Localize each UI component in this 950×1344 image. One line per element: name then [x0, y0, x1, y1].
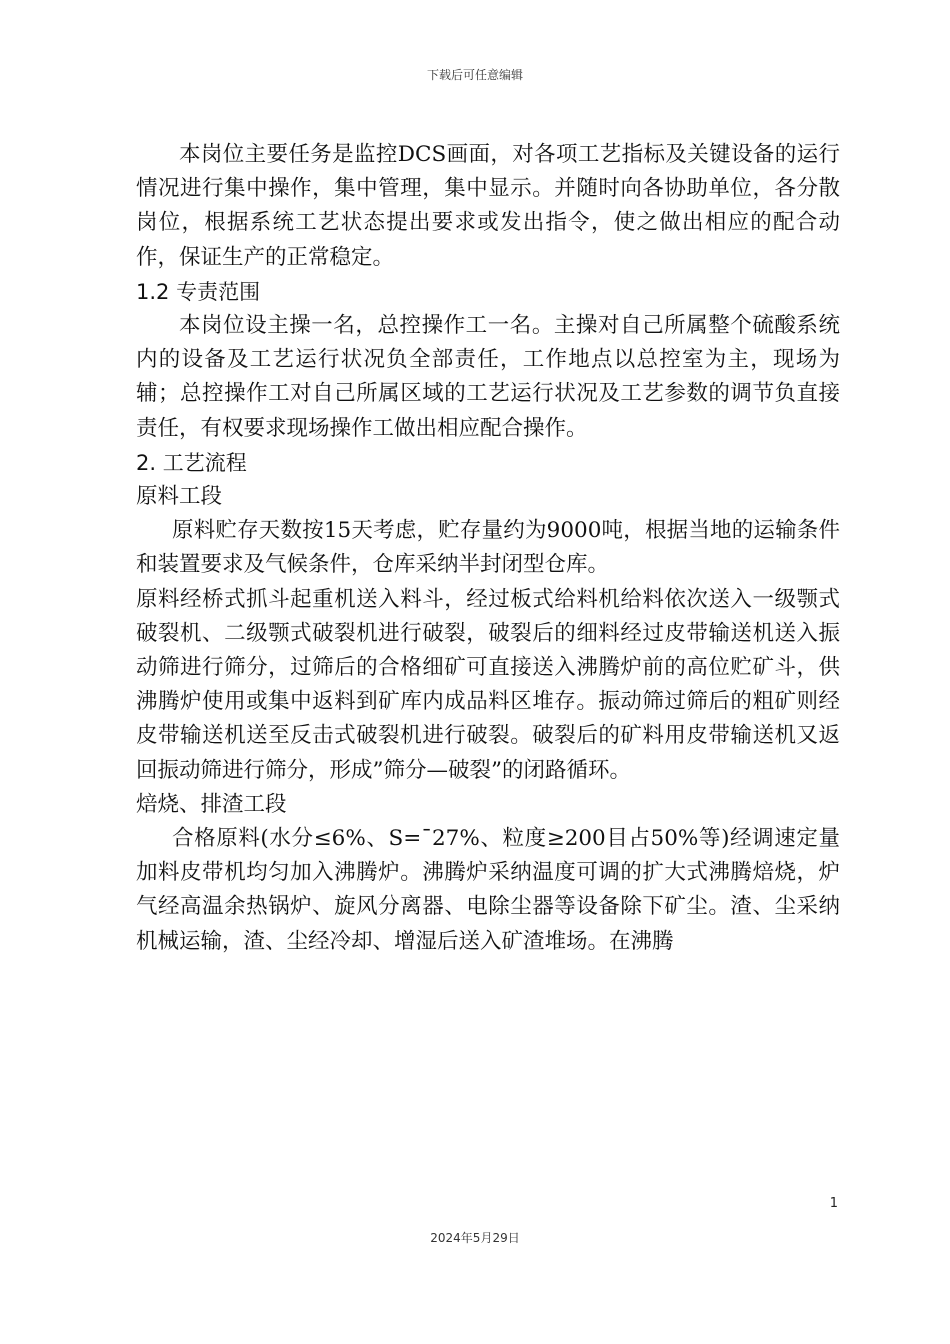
page-header: 下载后可任意编辑: [426, 68, 523, 82]
paragraph-storage: 原料贮存天数按15天考虑，贮存量约为9000吨，根据当地的运输条件和装置要求及气候条件，仓库采纳半封闭型仓库。: [136, 518, 840, 578]
subheading-raw-material: 原料工段: [136, 484, 223, 510]
document-body: [136, 138, 840, 959]
subheading-roasting: 焙烧、排渣工段: [136, 791, 287, 817]
paragraph-crushing: 原料经桥式抓斗起重机送入料斗，经过板式给料机给料依次送入一级颚式破裂机、二级颚式破裂机进行破裂，破裂后的细料经过皮带输送机送入振动筛进行筛分，过筛后的合格细矿可直接送入沸腾炉前的高位贮矿斗，供沸腾炉使用或集中返料到矿库内成品料区堆存。振动筛过筛后的粗矿则经皮带输送机送至反击式破裂机进行破裂。破裂后的矿料用皮带输送机又返回振动筛进行筛分，形成”筛分—破裂”的闭路循环。: [136, 586, 840, 783]
paragraph-scope: 本岗位设主操一名，总控操作工一名。主操对自己所属整个硫酸系统内的设备及工艺运行状况负全部责任，工作地点以总控室为主，现场为辅；总控操作工对自己所属区域的工艺运行状况及工艺参数的调节负直接责任，有权要求现场操作工做出相应配合操作。: [136, 313, 840, 441]
heading-scope: 1.2 专责范围: [136, 279, 261, 304]
paragraph-roasting: 合格原料(水分≤6%、S=¯27%、粒度≥200目占50%等)经调速定量加料皮带机均匀加入沸腾炉。沸腾炉采纳温度可调的扩大式沸腾焙烧，炉气经高温余热锅炉、旋风分离器、电除尘器等设备除下矿尘。渣、尘采纳机械运输，渣、尘经冷却、增湿后送入矿渣堆场。在沸腾: [136, 826, 840, 954]
page-footer-date: 2024年5月29日: [430, 1231, 520, 1245]
heading-process: 2. 工艺流程: [136, 450, 247, 475]
page-number: 1: [829, 1196, 838, 1211]
paragraph-task: 本岗位主要任务是监控DCS画面，对各项工艺指标及关键设备的运行情况进行集中操作，集中管理，集中显示。并随时向各协助单位，各分散岗位，根据系统工艺状态提出要求或发出指令，使之做出相应的配合动作，保证生产的正常稳定。: [136, 142, 840, 270]
